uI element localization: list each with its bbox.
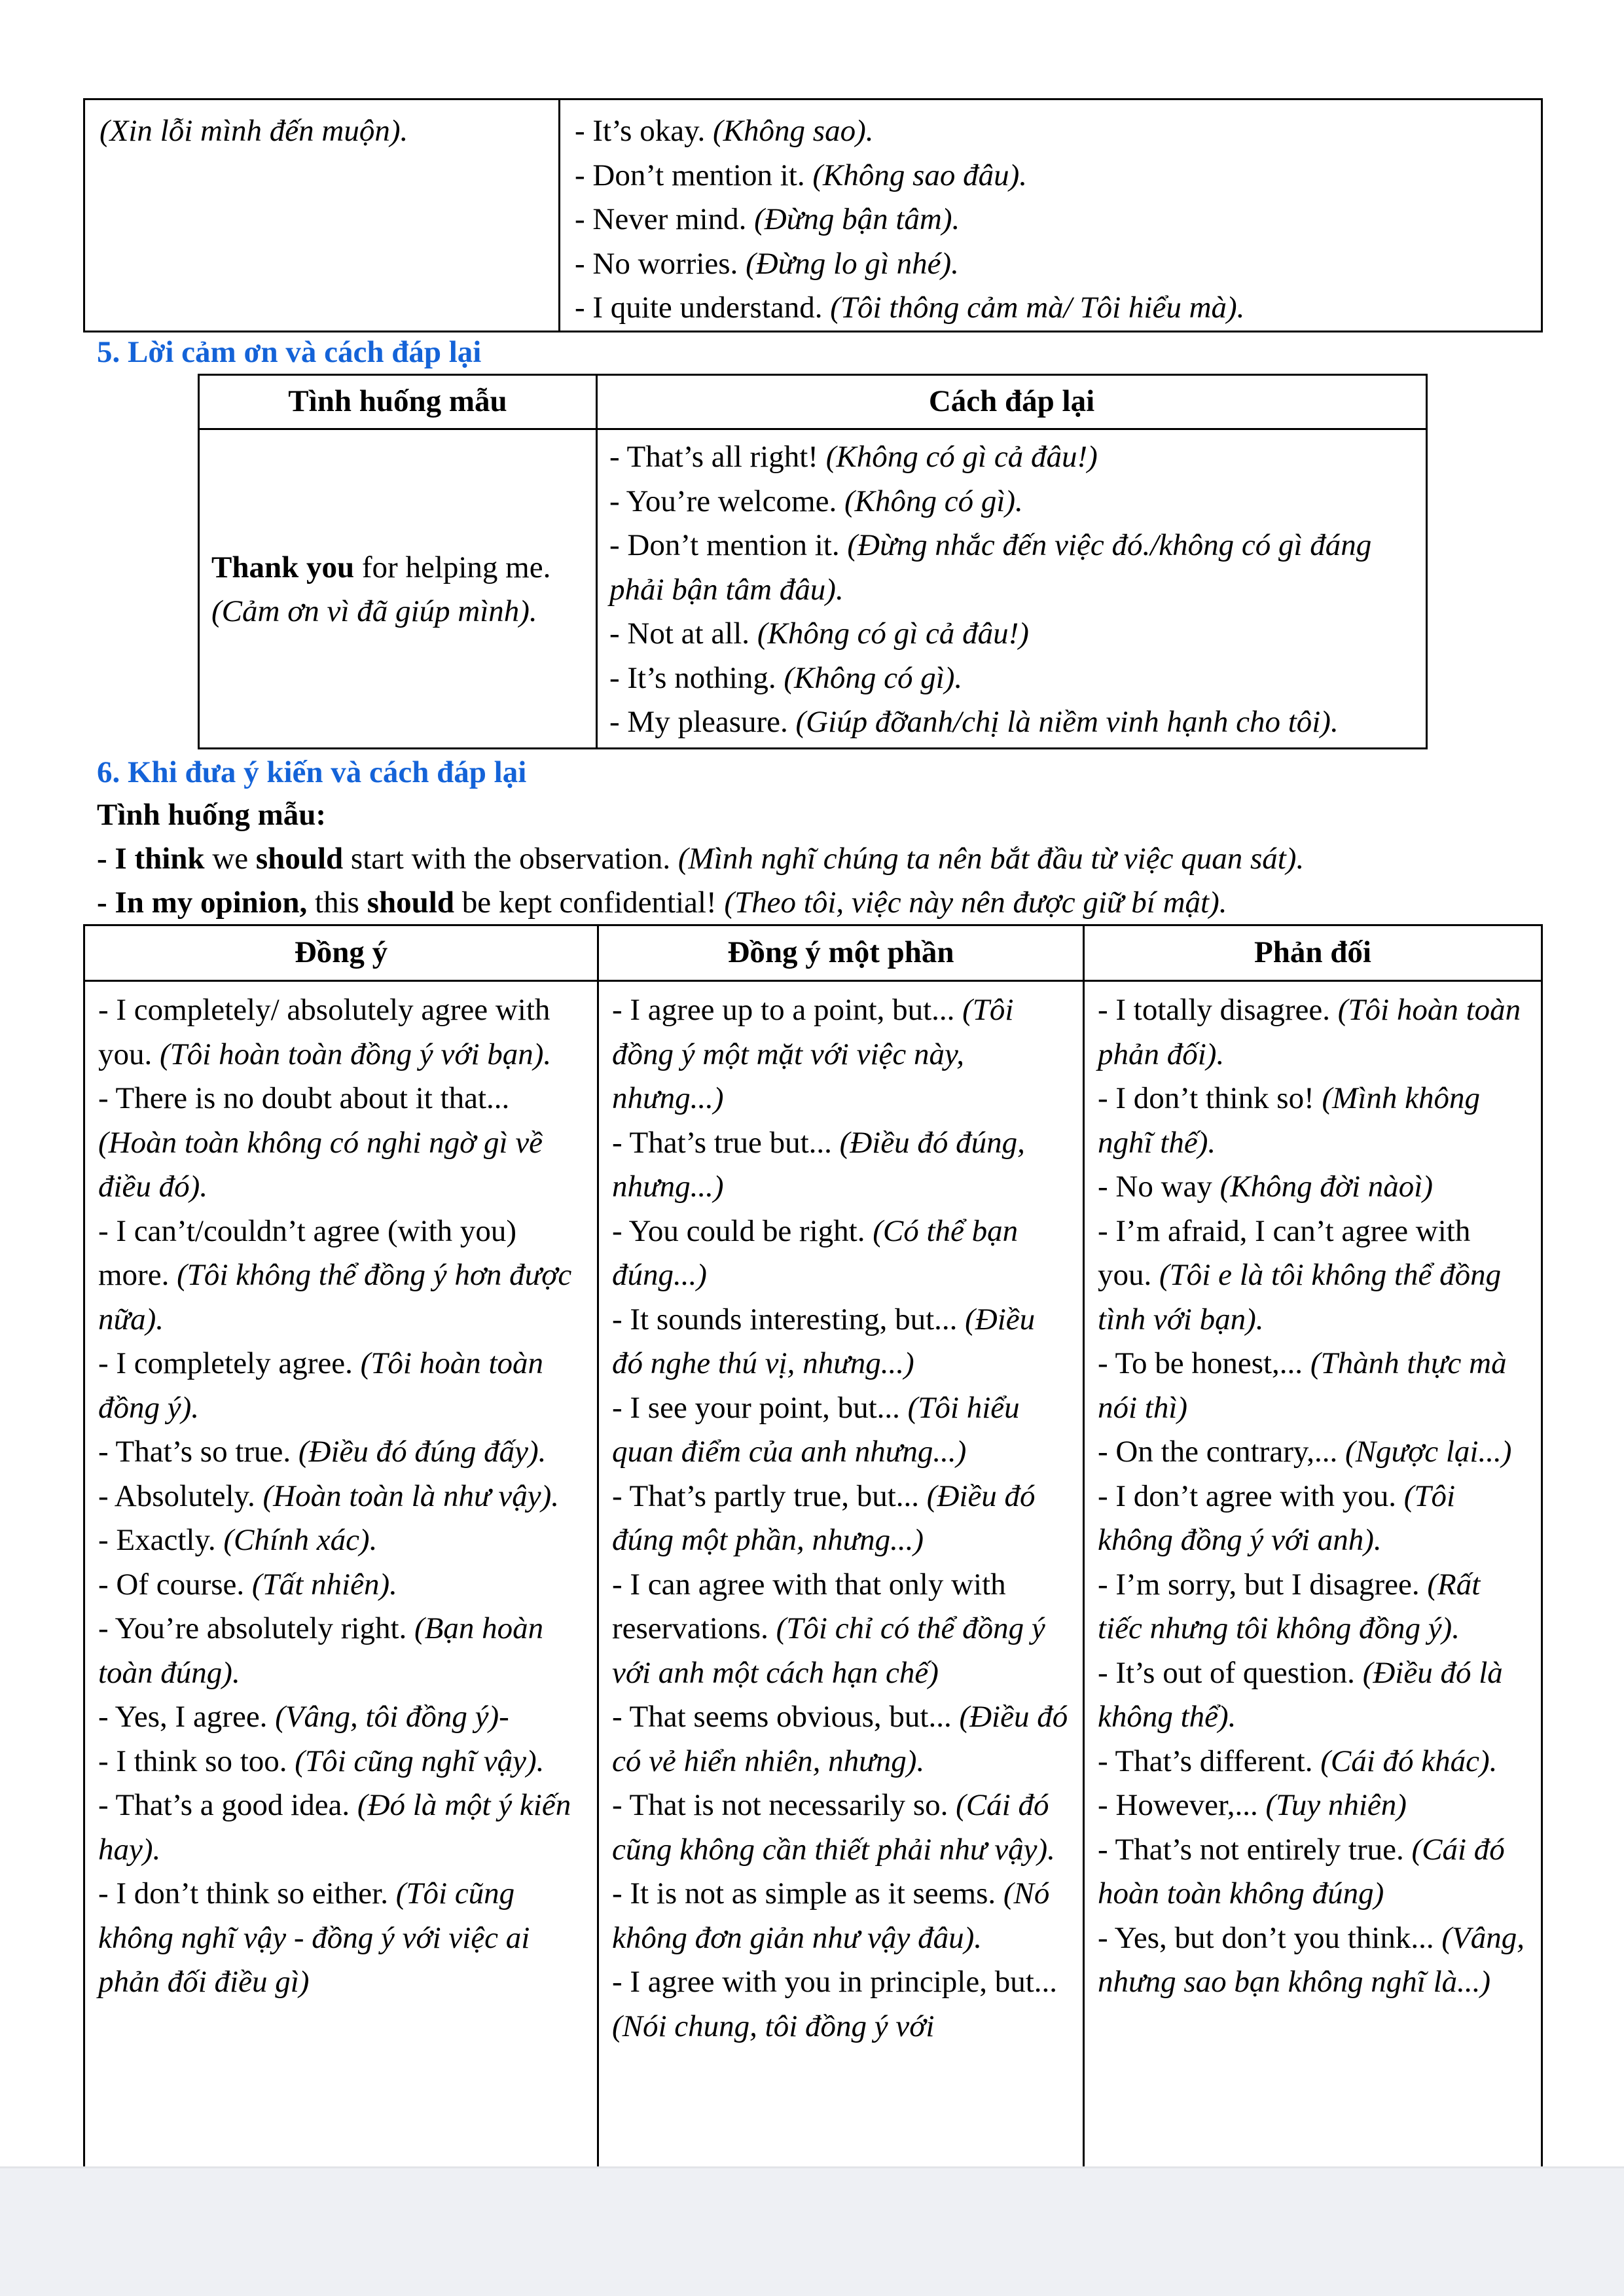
partial-phrase-item	[612, 1386, 1070, 1475]
disagree-phrase-english: - I don’t think so!	[1098, 1081, 1322, 1115]
partial-phrase-translation: (Tôi đồng ý một mặt với việc này, nhưng...)	[612, 993, 1014, 1115]
situation-cell	[84, 99, 560, 332]
disagree-phrase-english: - It’s out of question.	[1098, 1655, 1363, 1690]
agree-phrase-item	[98, 1740, 584, 1784]
agree-phrase-english: - You’re absolutely right.	[98, 1611, 415, 1645]
partial-phrase-item	[612, 1563, 1070, 1696]
agree-phrase-translation: (Tôi hoàn toàn đồng ý với bạn).	[160, 1037, 552, 1071]
header-situation: Tình huống mẫu	[199, 375, 597, 429]
disagree-phrase-translation: (Vâng, nhưng sao bạn không nghĩ là...)	[1098, 1920, 1525, 1999]
response-item	[575, 154, 1526, 198]
agree-phrase-item	[98, 1342, 584, 1430]
viewer-bottom-bar	[0, 2166, 1624, 2296]
situation-bold: Thank you	[211, 550, 355, 584]
disagree-phrase-item	[1098, 1210, 1528, 1342]
agree-phrase-translation: (Bạn hoàn toàn đúng).	[98, 1611, 544, 1690]
disagree-phrase-item	[1098, 1651, 1528, 1740]
response-item	[609, 612, 1414, 656]
disagree-phrase-english: - To be honest,...	[1098, 1346, 1310, 1380]
situation-cell	[199, 429, 597, 749]
table-row	[84, 981, 1542, 2184]
header-disagree: Phản đối	[1084, 925, 1542, 981]
agree-phrase-item	[98, 1077, 584, 1210]
disagree-phrase-item	[1098, 1740, 1528, 1784]
example-1-modal: should	[255, 842, 344, 876]
partial-phrase-item	[612, 1960, 1070, 2049]
partial-phrase-english: - That’s true but...	[612, 1125, 840, 1160]
agree-phrase-translation: (Tôi không thể đồng ý hơn được nữa).	[98, 1258, 572, 1336]
response-translation: (Giúp đỡanh/chị là niềm vinh hạnh cho tôi).	[795, 705, 1339, 739]
response-translation: (Không có gì).	[844, 484, 1023, 518]
disagree-phrase-translation: (Mình không nghĩ thế).	[1098, 1081, 1480, 1160]
apology-table-continuation	[83, 98, 1543, 332]
agree-phrase-translation: (Tôi cũng không nghĩ vậy - đồng ý với việc ai phản đối điều gì)	[98, 1876, 530, 1999]
response-item	[609, 524, 1414, 612]
response-translation: (Đừng nhắc đến việc đó./không có gì đáng phải bận tâm đâu).	[609, 528, 1372, 607]
partial-phrase-english: - You could be right.	[612, 1213, 873, 1248]
agree-phrase-translation: (Vâng, tôi đồng ý)-	[275, 1700, 509, 1734]
partial-phrase-translation: (Tôi chỉ có thể đồng ý với anh một cách hạn chế)	[612, 1611, 1045, 1690]
response-english: - Don’t mention it.	[609, 528, 848, 562]
disagree-phrase-translation: (Tôi hoàn toàn phản đối).	[1098, 993, 1521, 1071]
agree-phrase-item	[98, 1872, 584, 2005]
disagree-phrase-item	[1098, 1430, 1528, 1475]
thanks-table	[198, 374, 1428, 749]
response-translation: (Không sao đâu).	[812, 158, 1028, 192]
response-item	[609, 656, 1414, 701]
disagree-phrase-item	[1098, 1828, 1528, 1916]
example-sentence-2	[97, 881, 1227, 925]
divider	[0, 2166, 1624, 2168]
section-6-title: 6. Khi đưa ý kiến và cách đáp lại	[97, 755, 527, 789]
agree-phrase-item	[98, 1563, 584, 1607]
situation-translation: (Xin lỗi mình đến muộn).	[99, 114, 408, 148]
partial-phrase-translation: (Điều đó nghe thú vị, nhưng...)	[612, 1302, 1036, 1380]
disagree-phrase-item	[1098, 1784, 1528, 1828]
response-item	[609, 700, 1414, 745]
agree-phrase-item	[98, 1695, 584, 1740]
disagree-phrase-english: - That’s different.	[1098, 1744, 1321, 1778]
partial-phrase-english: - I agree with you in principle, but...	[612, 1965, 1058, 1999]
disagree-phrase-translation: (Tôi không đồng ý với anh).	[1098, 1479, 1456, 1557]
response-item	[575, 198, 1526, 242]
partial-phrase-translation: (Có thể bạn đúng...)	[612, 1213, 1019, 1292]
partial-phrase-translation: (Điều đó có vẻ hiển nhiên, nhưng).	[612, 1700, 1068, 1778]
partial-phrase-english: - That seems obvious, but...	[612, 1700, 960, 1734]
partial-phrase-translation: (Điều đó đúng một phần, nhưng...)	[612, 1479, 1036, 1557]
partial-phrase-item	[612, 1475, 1070, 1563]
header-agree: Đồng ý	[84, 925, 598, 981]
agree-phrase-translation: (Tôi cũng nghĩ vậy).	[295, 1744, 545, 1778]
agree-phrase-translation: (Hoàn toàn là như vậy).	[262, 1479, 559, 1513]
agree-phrase-translation: (Tôi hoàn toàn đồng ý).	[98, 1346, 544, 1425]
agree-phrase-english: - I completely/ absolutely agree with you.	[98, 993, 550, 1071]
partial-phrase-item	[612, 1121, 1070, 1210]
disagree-phrase-english: - I don’t agree with you.	[1098, 1479, 1404, 1513]
agree-phrase-english: - There is no doubt about it that...	[98, 1081, 510, 1115]
header-partial: Đồng ý một phần	[598, 925, 1084, 981]
partial-phrase-item	[612, 1695, 1070, 1784]
agree-phrase-translation: (Chính xác).	[223, 1523, 378, 1557]
header-responses: Cách đáp lại	[597, 375, 1427, 429]
partial-phrase-english: - I see your point, but...	[612, 1390, 908, 1425]
response-translation: (Đừng bận tâm).	[754, 202, 960, 236]
agree-phrase-english: - Absolutely.	[98, 1479, 263, 1513]
agree-phrase-item	[98, 1210, 584, 1342]
table-header-row	[199, 375, 1427, 429]
disagree-phrase-translation: (Không đời nàoì)	[1219, 1170, 1434, 1204]
partial-phrase-translation: (Điều đó đúng, nhưng...)	[612, 1125, 1025, 1204]
responses-cell	[597, 429, 1427, 749]
response-item	[609, 435, 1414, 480]
example-2-translation: (Theo tôi, việc này nên được giữ bí mật).	[724, 886, 1227, 920]
situation-rest: for helping me.	[354, 550, 551, 584]
agree-phrase-translation: (Hoàn toàn không có nghi ngờ gì về điều đó).	[98, 1125, 543, 1204]
disagree-cell	[1084, 981, 1542, 2184]
response-english: - That’s all right!	[609, 440, 826, 474]
response-translation: (Không có gì cả đâu!)	[825, 440, 1098, 474]
partial-phrase-english: - I can agree with that only with reservations.	[612, 1567, 1006, 1645]
partial-cell	[598, 981, 1084, 2184]
response-translation: (Không có gì).	[784, 660, 963, 695]
disagree-phrase-translation: (Tôi e là tôi không thể đồng tình với bạn).	[1098, 1258, 1502, 1336]
example-2-text-b: be kept confidential!	[454, 886, 725, 920]
disagree-phrase-english: - Yes, but don’t you think...	[1098, 1920, 1442, 1955]
agree-phrase-english: - Of course.	[98, 1567, 252, 1602]
example-2-text-a: this	[307, 886, 367, 920]
response-translation: (Không có gì cả đâu!)	[757, 617, 1029, 651]
partial-phrase-english: - That’s partly true, but...	[612, 1479, 927, 1513]
partial-phrase-english: - I agree up to a point, but...	[612, 993, 963, 1027]
agree-phrase-translation: (Điều đó đúng đấy).	[298, 1435, 547, 1469]
partial-phrase-item	[612, 988, 1070, 1121]
disagree-phrase-english: - That’s not entirely true.	[1098, 1832, 1412, 1867]
disagree-phrase-item	[1098, 1563, 1528, 1651]
partial-phrase-translation: (Nói chung, tôi đồng ý với	[612, 2009, 935, 2043]
agree-phrase-english: - I completely agree.	[98, 1346, 361, 1380]
response-english: - My pleasure.	[609, 705, 796, 739]
opinion-table	[83, 924, 1543, 2185]
table-row	[84, 99, 1542, 332]
partial-phrase-item	[612, 1784, 1070, 1872]
disagree-phrase-item	[1098, 1077, 1528, 1165]
example-2-modal: should	[367, 886, 454, 920]
partial-phrase-item	[612, 1298, 1070, 1386]
agree-phrase-item	[98, 1475, 584, 1519]
disagree-phrase-item	[1098, 1916, 1528, 2005]
disagree-phrase-english: - I’m sorry, but I disagree.	[1098, 1567, 1428, 1602]
disagree-phrase-item	[1098, 1165, 1528, 1210]
agree-phrase-english: - I don’t think so either.	[98, 1876, 396, 1910]
section-5-title: 5. Lời cảm ơn và cách đáp lại	[97, 335, 482, 369]
partial-phrase-english: - It sounds interesting, but...	[612, 1302, 965, 1336]
disagree-phrase-english: - I’m afraid, I can’t agree with you.	[1098, 1213, 1471, 1292]
example-1-text-b: start with the observation.	[343, 842, 678, 876]
situation-translation: (Cảm ơn vì đã giúp mình).	[211, 594, 537, 629]
disagree-phrase-english: - However,...	[1098, 1788, 1266, 1822]
agree-phrase-item	[98, 1518, 584, 1563]
table-row	[199, 429, 1427, 749]
disagree-phrase-translation: (Ngược lại...)	[1345, 1435, 1512, 1469]
agree-phrase-translation: (Tất nhiên).	[251, 1567, 397, 1602]
agree-cell	[84, 981, 598, 2184]
disagree-phrase-item	[1098, 1475, 1528, 1563]
partial-phrase-translation: (Nó không đơn giản như vậy đâu).	[612, 1876, 1050, 1955]
disagree-phrase-translation: (Cái đó hoàn toàn không đúng)	[1098, 1832, 1505, 1910]
disagree-phrase-item	[1098, 1342, 1528, 1430]
response-english: - You’re welcome.	[609, 484, 844, 518]
response-english: - It’s okay.	[575, 114, 713, 148]
agree-phrase-english: - I think so too.	[98, 1744, 295, 1778]
response-item	[575, 242, 1526, 287]
example-1-keyword: - I think	[97, 842, 205, 876]
response-english: - Never mind.	[575, 202, 755, 236]
agree-phrase-item	[98, 1430, 584, 1475]
partial-phrase-english: - It is not as simple as it seems.	[612, 1876, 1003, 1910]
disagree-phrase-english: - I totally disagree.	[1098, 993, 1338, 1027]
example-2-keyword: - In my opinion,	[97, 886, 308, 920]
agree-phrase-english: - That’s so true.	[98, 1435, 298, 1469]
agree-phrase-english: - Exactly.	[98, 1523, 224, 1557]
partial-phrase-translation: (Tôi hiểu quan điểm của anh nhưng...)	[612, 1390, 1020, 1469]
partial-phrase-translation: (Cái đó cũng không cần thiết phải như vậy).	[612, 1788, 1055, 1867]
partial-phrase-item	[612, 1872, 1070, 1960]
response-item	[575, 109, 1526, 154]
agree-phrase-item	[98, 988, 584, 1077]
agree-phrase-english: - I can’t/couldn’t agree (with you) more.	[98, 1213, 517, 1292]
disagree-phrase-translation: (Rất tiếc nhưng tôi không đồng ý).	[1098, 1567, 1481, 1645]
example-1-translation: (Mình nghĩ chúng ta nên bắt đầu từ việc quan sát).	[677, 842, 1305, 876]
situation-label: Tình huống mẫu:	[97, 798, 327, 832]
response-item	[575, 286, 1526, 331]
response-translation: (Đừng lo gì nhé).	[746, 246, 959, 281]
response-translation: (Không sao).	[713, 114, 874, 148]
response-english: - Don’t mention it.	[575, 158, 813, 192]
response-item	[609, 480, 1414, 524]
disagree-phrase-translation: (Tuy nhiên)	[1265, 1788, 1407, 1822]
example-sentence-1	[97, 837, 1304, 881]
disagree-phrase-translation: (Cái đó khác).	[1320, 1744, 1498, 1778]
agree-phrase-english: - Yes, I agree.	[98, 1700, 276, 1734]
agree-phrase-item	[98, 1784, 584, 1872]
disagree-phrase-translation: (Thành thực mà nói thì)	[1098, 1346, 1507, 1425]
disagree-phrase-english: - No way	[1098, 1170, 1220, 1204]
disagree-phrase-translation: (Điều đó là không thể).	[1098, 1655, 1503, 1734]
response-english: - Not at all.	[609, 617, 757, 651]
responses-cell	[560, 99, 1542, 332]
agree-phrase-translation: (Đó là một ý kiến hay).	[98, 1788, 571, 1867]
disagree-phrase-english: - On the contrary,...	[1098, 1435, 1346, 1469]
example-1-text-a: we	[204, 842, 256, 876]
partial-phrase-item	[612, 1210, 1070, 1298]
response-english: - It’s nothing.	[609, 660, 784, 695]
table-header-row	[84, 925, 1542, 981]
partial-phrase-english: - That is not necessarily so.	[612, 1788, 956, 1822]
disagree-phrase-item	[1098, 988, 1528, 1077]
agree-phrase-item	[98, 1607, 584, 1695]
response-english: - No worries.	[575, 246, 746, 281]
agree-phrase-english: - That’s a good idea.	[98, 1788, 357, 1822]
response-translation: (Tôi thông cảm mà/ Tôi hiểu mà).	[830, 291, 1245, 325]
response-english: - I quite understand.	[575, 291, 831, 325]
